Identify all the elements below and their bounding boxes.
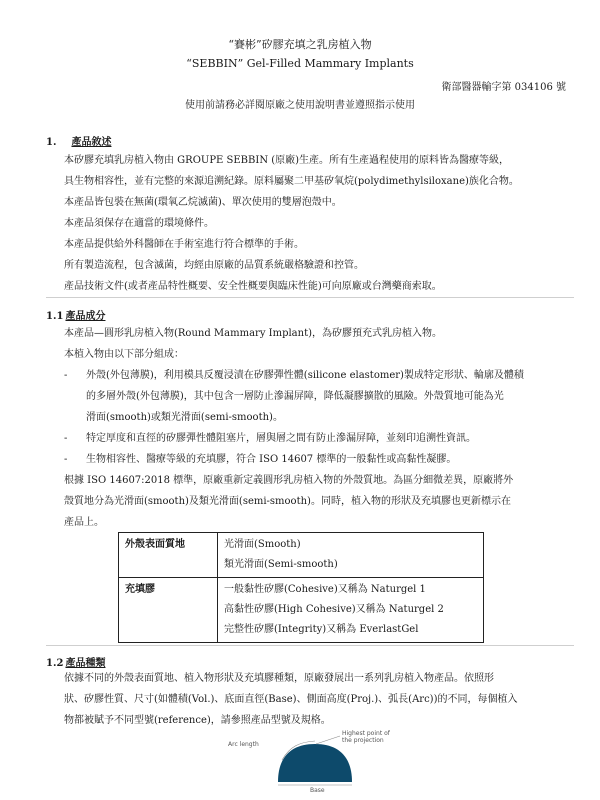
list-item [64, 428, 574, 449]
intro-line: 本產品—圓形乳房植入物(Round Mammary Implant)，為矽膠預充式乳房植入物。 [64, 328, 443, 339]
list-item-line: 滑面(smooth)或類光滑面(semi-smooth)。 [86, 412, 283, 423]
usage-notice: 使用前請務必詳閱原廠之使用說明書並遵照指示使用 [185, 100, 415, 111]
table-value: 類光滑面(Semi-smooth) [224, 559, 338, 570]
section-1-heading [46, 133, 111, 148]
section-1-2-line: 物都被賦予不同型號(reference)，請參照產品型號及規格。 [64, 715, 331, 726]
table-value-cell [218, 533, 484, 578]
table-header-cell: 充填膠 [119, 578, 218, 643]
components-list [64, 365, 574, 470]
table-value: 光滑面(Smooth) [224, 539, 301, 550]
section-1-line: 產品技術文件(或者產品特性概要、安全性概要與臨床性能)可向原廠或台灣藥商索取。 [64, 281, 442, 292]
section-1-2-line: 狀、矽膠性質、尺寸(如體積(Vol.)、底面直徑(Base)、側面高度(Proj.)、弧長(Arc))的不同，每個植入 [64, 694, 518, 705]
list-item-line: 外殼(外包薄膜)，利用模具反覆浸漬在矽膠彈性體(silicone elastomer)製成特定形狀、輪廓及體積 [86, 370, 524, 381]
implant-shape [278, 744, 352, 782]
section-1-title: 產品敘述 [71, 137, 112, 148]
section-1-line: 具生物相容性，並有完整的來源追溯紀錄。原料屬聚二甲基矽氧烷(polydimethylsiloxane)族化合物。 [64, 176, 519, 187]
list-item [64, 365, 574, 428]
table-value: 高黏性矽膠(High Cohesive)又稱為 Naturgel 2 [224, 604, 444, 615]
iso-line: 根據 ISO 14607:2018 標準，原廠重新定義圓形乳房植入物的外殼質地。為區分細微差異，原廠將外 [64, 475, 514, 486]
list-item-line: 生物相容性、醫療等級的充填膠，符合 ISO 14607 標準的一般黏性或高黏性凝膠。 [86, 454, 457, 465]
implant-dimension-diagram [220, 730, 410, 792]
section-1-1-number: 1.1 [46, 311, 64, 322]
list-dash: - [64, 370, 68, 381]
section-divider [46, 645, 574, 646]
arc-length-label: Arc length [228, 741, 259, 748]
table-value-cell [218, 578, 484, 643]
section-1-2-heading [46, 654, 105, 669]
section-1-line: 本產品皆包裝在無菌(環氧乙烷滅菌)、單次使用的雙層泡殼中。 [64, 197, 342, 208]
section-divider [46, 297, 574, 298]
list-dash: - [64, 454, 68, 465]
intro-line: 本植入物由以下部分組成： [64, 349, 184, 360]
table-value: 完整性矽膠(Integrity)又稱為 EverlastGel [224, 624, 419, 635]
section-1-2-body [64, 668, 574, 731]
section-1-2-title: 產品種類 [65, 658, 106, 669]
table-header-cell: 外殼表面質地 [119, 533, 218, 578]
specification-table [118, 532, 484, 643]
section-1-number: 1. [46, 137, 57, 148]
projection-pointer [316, 736, 340, 744]
section-1-1-heading [46, 307, 105, 322]
section-1-line: 所有製造流程，包含滅菌，均經由原廠的品質系統嚴格驗證和控管。 [64, 260, 364, 271]
list-item-line: 特定厚度和直徑的矽膠彈性體阻塞片，層與層之間有防止滲漏屏障，並刻印追溯性資訊。 [86, 433, 476, 444]
table-value: 一般黏性矽膠(Cohesive)又稱為 Naturgel 1 [224, 584, 426, 595]
list-dash: - [64, 433, 68, 444]
document-title-chinese: “賽彬”矽膠充填之乳房植入物 [228, 38, 372, 51]
list-item-line: 的多層外殼(外包薄膜)，其中包含一層防止滲漏屏障，降低凝膠擴散的風險。外殼質地可能為光 [86, 391, 504, 402]
document-title-english: “SEBBIN” Gel-Filled Mammary Implants [186, 57, 414, 70]
section-1-line: 本產品須保存在適當的環境條件。 [64, 218, 214, 229]
iso-paragraph [64, 470, 574, 533]
permit-number: 衛部醫器輸字第 034106 號 [441, 82, 566, 93]
section-1-line: 本產品提供給外科醫師在手術室進行符合標準的手術。 [64, 239, 304, 250]
iso-line: 產品上。 [64, 517, 104, 528]
section-1-1-title: 產品成分 [65, 311, 106, 322]
section-1-1-intro [64, 323, 574, 365]
section-1-2-number: 1.2 [46, 658, 64, 669]
table-row [119, 533, 484, 578]
projection-label: the projection [342, 737, 384, 744]
base-label: Base [310, 787, 325, 792]
table-row [119, 578, 484, 643]
section-1-line: 本矽膠充填乳房植入物由 GROUPE SEBBIN (原廠)生產。所有生產過程使用的原料皆為醫療等級， [64, 155, 510, 166]
projection-label: Highest point of [342, 730, 390, 737]
section-1-body [64, 150, 574, 297]
iso-line: 殼質地分為光滑面(smooth)及類光滑面(semi-smooth)。同時，植入物的形狀及充填膠也更新標示在 [64, 496, 511, 507]
list-item [64, 449, 574, 470]
section-1-2-line: 依據不同的外殼表面質地、植入物形狀及充填膠種類，原廠發展出一系列乳房植入物產品。依照形 [64, 673, 494, 684]
